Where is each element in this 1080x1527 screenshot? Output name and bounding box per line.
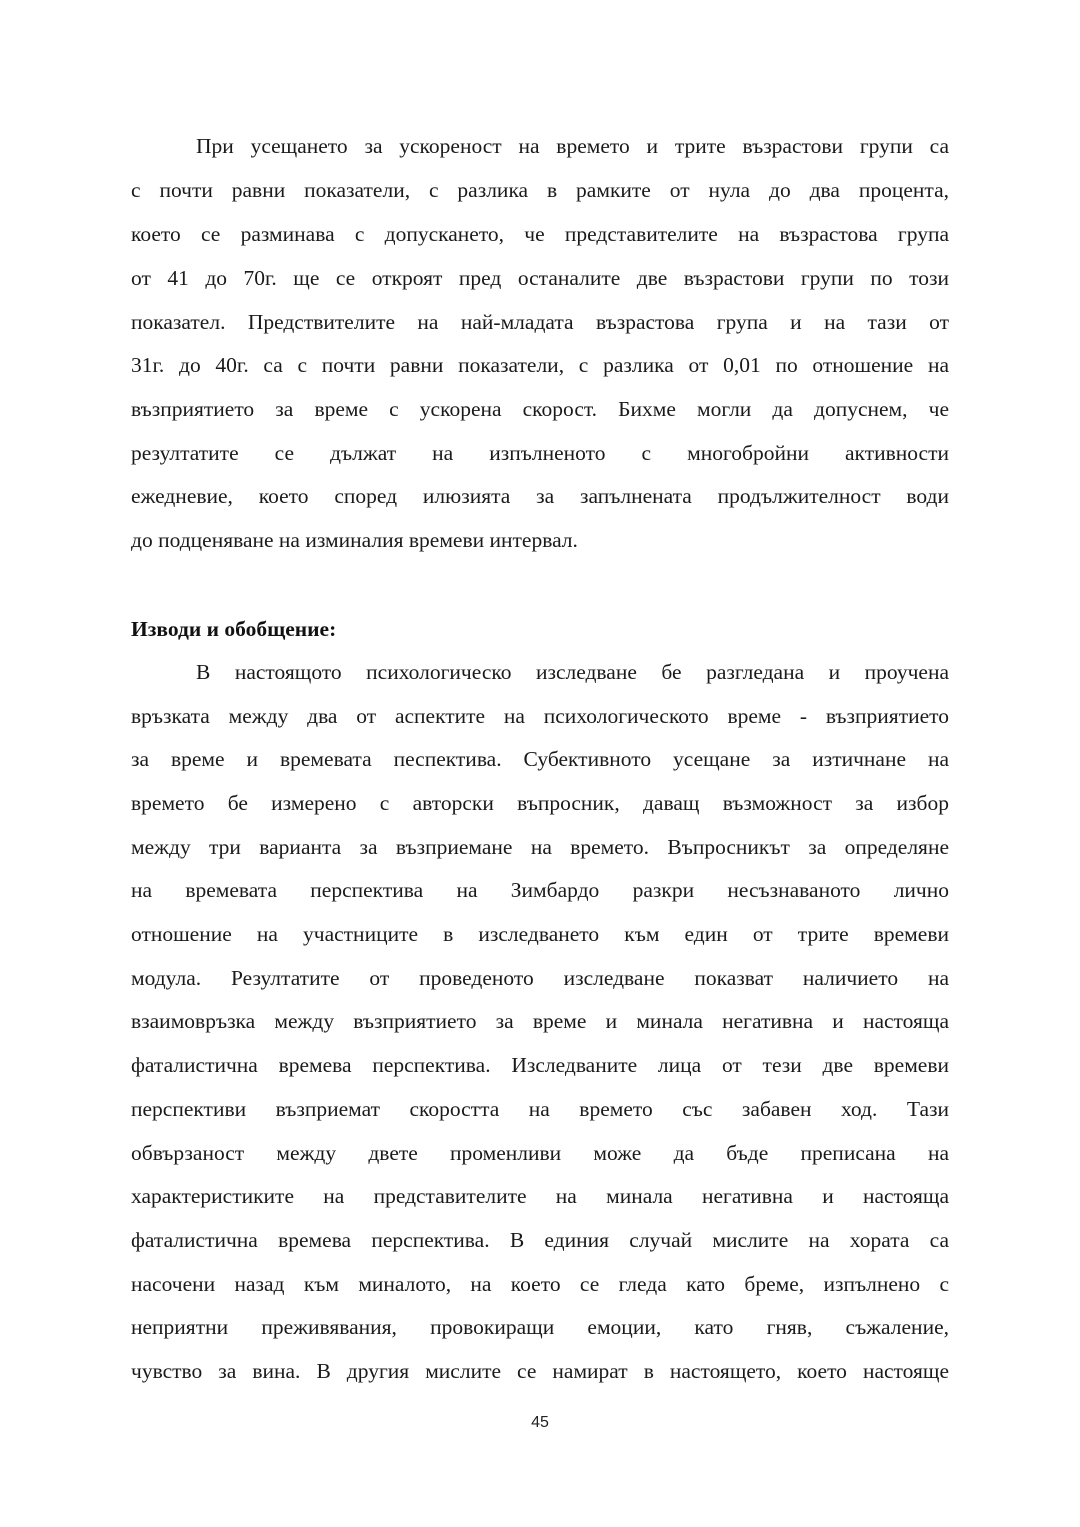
text-line: което се разминава с допускането, че представителите на възрастова група <box>131 222 949 246</box>
page-number: 45 <box>531 1414 549 1431</box>
text-line: времето бе измерено с авторски въпросник, даващ възможност за избор <box>131 791 949 815</box>
text-line: резултатите се дължат на изпълненото с многобройни активности <box>131 441 949 465</box>
text-line: чувство за вина. В другия мислите се намират в настоящето, което настояще <box>131 1359 949 1383</box>
text-line: модула. Резултатите от проведеното изследване показват наличието на <box>131 966 949 990</box>
text-line: възприятието за време с ускорена скорост. Бихме могли да допуснем, че <box>131 397 949 421</box>
text-line: 31г. до 40г. са с почти равни показатели, с разлика от 0,01 по отношение на <box>131 353 949 377</box>
text-line: характеристиките на представителите на минала негативна и настояща <box>131 1184 949 1208</box>
text-line: до подценяване на изминалия времеви интервал. <box>131 528 578 552</box>
text-line: с почти равни показатели, с разлика в рамките от нула до два процента, <box>131 178 949 202</box>
text-line: обвързаност между двете променливи може да бъде преписана на <box>131 1141 949 1165</box>
text-line: насочени назад към миналото, на което се гледа като бреме, изпълнено с <box>131 1272 949 1296</box>
text-line: между три варианта за възприемане на времето. Въпросникът за определяне <box>131 835 949 859</box>
text-line: показател. Предствителите на най-младата възрастова група и на тази от <box>131 310 949 334</box>
text-line: При усещането за ускореност на времето и трите възрастови групи са <box>196 134 949 158</box>
text-line: фаталистична времева перспектива. В единия случай мислите на хората са <box>131 1228 949 1252</box>
text-line: В настоящото психологическо изследване бе разгледана и проучена <box>196 660 949 684</box>
text-line: неприятни преживявания, провокиращи емоции, като гняв, съжаление, <box>131 1315 949 1339</box>
text-line: за време и времевата песпектива. Субективното усещане за изтичнане на <box>131 747 949 771</box>
text-line: отношение на участниците в изследването към един от трите времеви <box>131 922 949 946</box>
text-line: фаталистична времева перспектива. Изследваните лица от тези две времеви <box>131 1053 949 1077</box>
text-line: перспективи възприемат скоростта на времето със забавен ход. Тази <box>131 1097 949 1121</box>
section-heading: Изводи и обобщение: <box>131 617 337 641</box>
text-line: на времевата перспектива на Зимбардо разкри несъзнаваното лично <box>131 878 949 902</box>
text-line: от 41 до 70г. ще се откроят пред останалите две възрастови групи по този <box>131 266 949 290</box>
text-line: взаимовръзка между възприятието за време и минала негативна и настояща <box>131 1009 949 1033</box>
text-line: ежедневие, което според илюзията за запълнената продължителност води <box>131 484 949 508</box>
text-line: връзката между два от аспектите на психологическото време - възприятието <box>131 704 949 728</box>
